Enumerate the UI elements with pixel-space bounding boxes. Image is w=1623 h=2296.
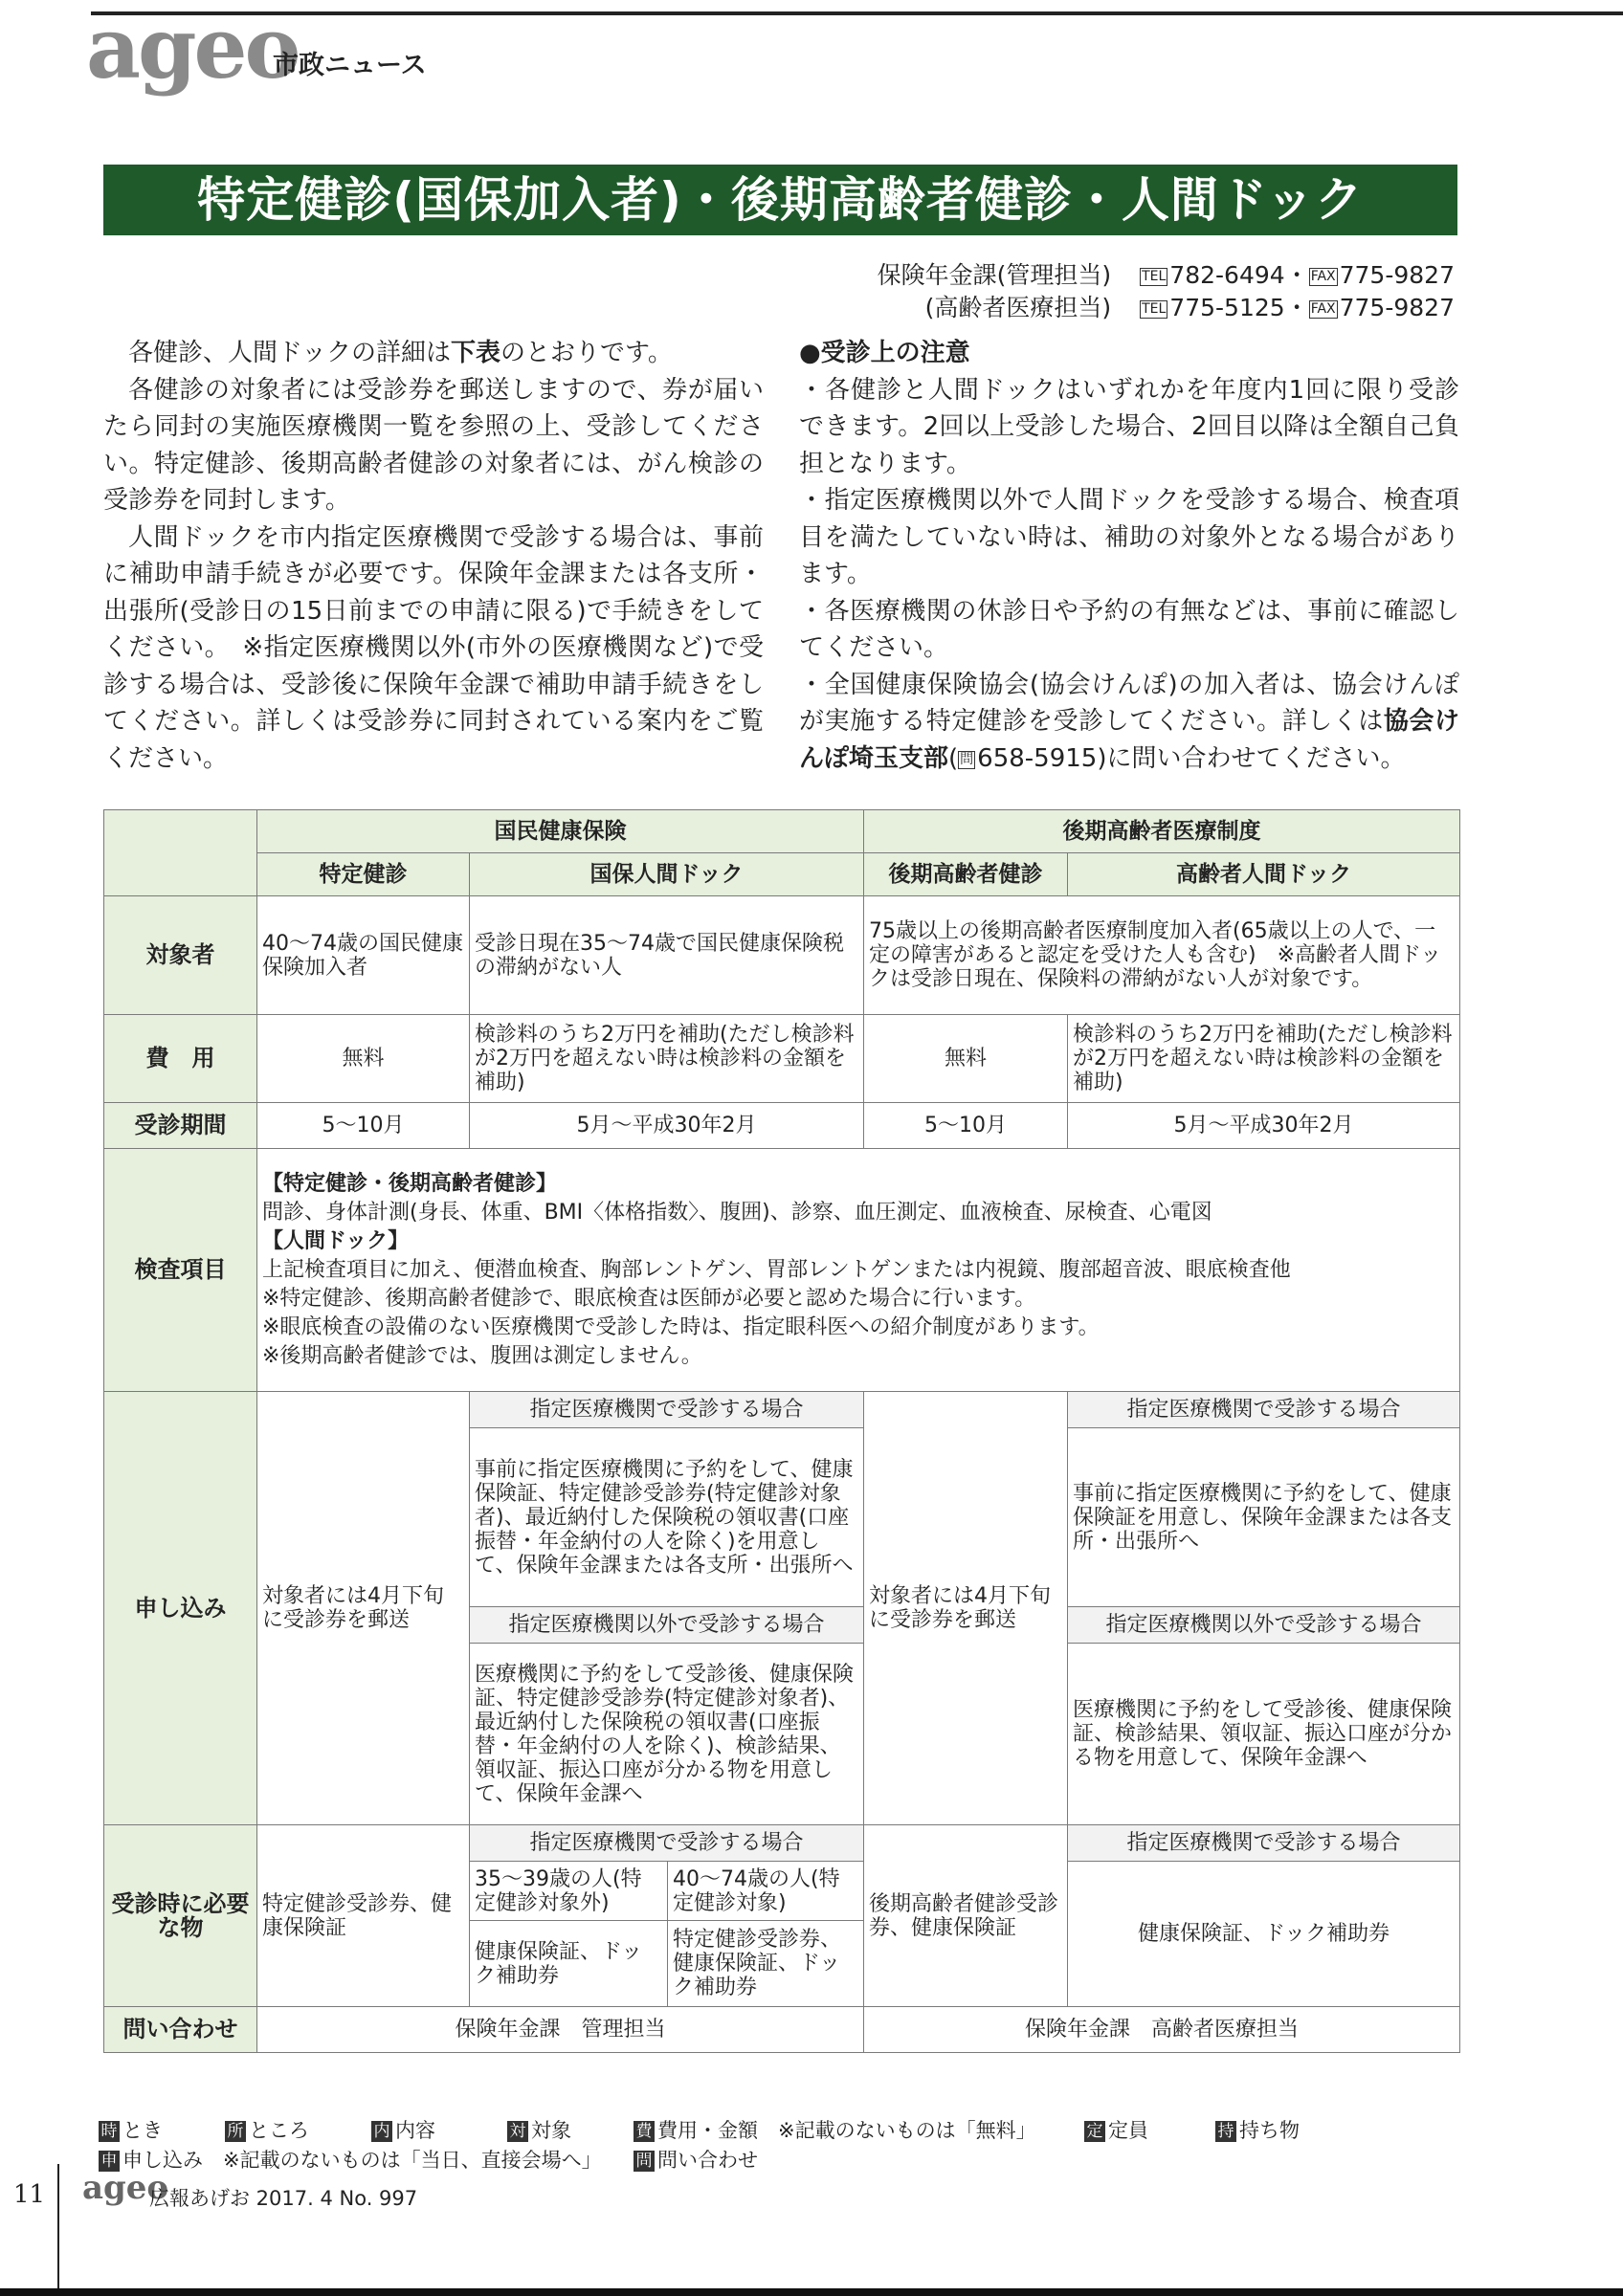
cell-toiawase-kokuho: 保険年金課 管理担当 (257, 2007, 864, 2053)
cell-hitsuyo-age-35: 35～39歳の人(特定健診対象外) (470, 1862, 668, 1921)
kensa-note: ※眼底検査の設備のない医療機関で受診した時は、指定眼科医への紹介制度があります。 (262, 1314, 1100, 1339)
toki-icon: 時 (99, 2121, 120, 2142)
cell-hiyo-kokuho-dock: 検診料のうち2万円を補助(ただし検診料が2万円を超えない時は検診料の金額を補助) (470, 1015, 864, 1103)
note-item: ・各医療機関の休診日や予約の有無などは、事前に確認してください。 (799, 596, 1459, 662)
naiyo-icon: 内 (371, 2121, 392, 2142)
cell-hitsuyo-kourei-items: 健康保険証、ドック補助券 (1068, 1862, 1460, 2007)
fax-icon: FAX (1310, 269, 1336, 284)
note-item: ・各健診と人間ドックはいずれかを年度内1回に限り受診できます。2回以上受診した場合、2回目以降は全額自己負担となります。 (799, 375, 1459, 478)
cell-moushikomi-kokuho-other: 医療機関に予約をして受診後、健康保険証、特定健診受診券(特定健診対象者)、最近納付した保険税の領収書(口座振替・年金納付の人を除く)、検診結果、領収証、振込口座が分かる物を用意して、保険年金課へ (470, 1644, 864, 1825)
cell-taisho-kouki: 75歳以上の後期高齢者医療制度加入者(65歳以上の人で、一定の障害があると認定を受けた人も含む) ※高齢者人間ドックは受診日現在、保険料の滞納がない人が対象です。 (864, 896, 1460, 1015)
bottom-rule (0, 2288, 1623, 2296)
kensa-note: ※特定健診、後期高齢者健診で、眼底検査は医師が必要と認めた場合に行います。 (262, 1286, 1036, 1311)
section-name: 市政ニュース (273, 51, 427, 80)
kensa-line: 上記検査項目に加え、便潜血検査、胸部レントゲン、胃部レントゲンまたは内視鏡、腹部超音波、眼底検査他 (262, 1257, 1291, 1282)
hiyo-icon: 費 (634, 2121, 655, 2142)
mochi-icon: 持 (1215, 2121, 1236, 2142)
toi-icon: 問 (634, 2151, 655, 2172)
cell-toiawase-kouki: 保険年金課 高齢者医療担当 (864, 2007, 1460, 2053)
taisho-icon: 対 (507, 2121, 528, 2142)
row-label-toiawase: 問い合わせ (104, 2007, 257, 2053)
col-header-kourei-dock: 高齢者人間ドック (1068, 853, 1460, 896)
legend-hiyo: 費 費用・金額 ※記載のないものは「無料」 (634, 2115, 1036, 2144)
issue-info: 広報あげお 2017. 4 No. 997 (149, 2187, 418, 2210)
contact-fax: 775-9827 (1339, 261, 1455, 289)
teiin-icon: 定 (1084, 2121, 1105, 2142)
cell-hitsuyo-tokutei: 特定健診受診券、健康保険証 (257, 1825, 470, 2007)
group-header-kouki: 後期高齢者医療制度 (864, 810, 1460, 853)
legend-teiin: 定 定員 (1084, 2115, 1148, 2144)
group-header-kokuho: 国民健康保険 (257, 810, 864, 853)
legend-toi: 問 問い合わせ (634, 2145, 758, 2174)
cell-hitsuyo-items-40: 特定健診受診券、健康保険証、ドック補助券 (668, 1921, 864, 2007)
intro-paragraph: 各健診、人間ドックの詳細は下表のとおりです。 (128, 339, 673, 367)
cell-moushikomi-kourei-other: 医療機関に予約をして受診後、健康保険証、検診結果、領収証、振込口座が分かる物を用意して、保険年金課へ (1068, 1644, 1460, 1825)
kensa-heading: 【特定健診・後期高齢者健診】 (262, 1171, 558, 1196)
cell-taisho-kokuho-dock: 受診日現在35～74歳で国民健康保険税の滞納がない人 (470, 896, 864, 1015)
cell-kikan-tokutei: 5～10月 (257, 1103, 470, 1149)
cell-hitsuyo-age-40: 40～74歳の人(特定健診対象) (668, 1862, 864, 1921)
cell-hiyo-tokutei: 無料 (257, 1015, 470, 1103)
footer-divider (57, 2164, 59, 2296)
col-header-kouki-kenshin: 後期高齢者健診 (864, 853, 1068, 896)
article-title: 特定健診(国保加入者)・後期高齢者健診・人間ドック (103, 165, 1457, 235)
header-rule (91, 11, 1623, 15)
page-number: 11 (13, 2180, 46, 2209)
inquiry-icon: 問 (960, 751, 974, 767)
row-label-kensa: 検査項目 (104, 1149, 257, 1392)
cell-kensa-items (257, 1149, 1460, 1392)
intro-paragraph: 人間ドックを市内指定医療機関で受診する場合は、事前に補助申請手続きが必要です。保険年金課または各支所・出張所(受診日の15日前までの申請に限る)で手続きをしてください。 ※指定医療機関以外(市外の医療機関など)で受診する場合は、受診後に保険年金課で補助申請手続きをしてください。詳しくは受診券に同封されている案内をご覧ください。 (103, 522, 764, 773)
cell-kikan-kokuho-dock: 5月～平成30年2月 (470, 1103, 864, 1149)
row-label-hiyo: 費 用 (104, 1015, 257, 1103)
row-label-hitsuyo: 受診時に必要な物 (104, 1825, 257, 2007)
cell-kikan-kourei-dock: 5月～平成30年2月 (1068, 1103, 1460, 1149)
legend-naiyo: 内 内容 (371, 2115, 435, 2144)
subheader-hitsuyo-kourei: 指定医療機関で受診する場合 (1068, 1825, 1460, 1862)
tel-icon: TEL (1142, 301, 1167, 317)
contact-tel: 782-6494 (1169, 261, 1285, 289)
cell-hiyo-kourei-dock: 検診料のうち2万円を補助(ただし検診料が2万円を超えない時は検診料の金額を補助) (1068, 1015, 1460, 1103)
tokoro-icon: 所 (225, 2121, 246, 2142)
subheader-kokuho-other: 指定医療機関以外で受診する場合 (470, 1607, 864, 1644)
table-corner (104, 810, 257, 896)
fax-icon: FAX (1310, 301, 1336, 317)
legend-mochi: 持 持ち物 (1215, 2115, 1300, 2144)
contact-tel: 775-5125 (1169, 294, 1285, 321)
subheader-kourei-designated: 指定医療機関で受診する場合 (1068, 1392, 1460, 1428)
note-item: ・指定医療機関以外で人間ドックを受診する場合、検査項目を満たしていない時は、補助の対象外となる場合があります。 (799, 486, 1459, 588)
row-label-taisho: 対象者 (104, 896, 257, 1015)
col-header-tokutei: 特定健診 (257, 853, 470, 896)
cell-hiyo-kouki-kenshin: 無料 (864, 1015, 1068, 1103)
kensa-note: ※後期高齢者健診では、腹囲は測定しません。 (262, 1343, 702, 1368)
notes-heading: ●受診上の注意 (799, 339, 970, 367)
intro-paragraph: 各健診の対象者には受診券を郵送しますので、券が届いたら同封の実施医療機関一覧を参照の上、受診してください。特定健診、後期高齢者健診の対象者には、がん検診の受診券を同封します。 (103, 375, 764, 515)
legend-moushi: 申 申し込み ※記載のないものは「当日、直接会場へ」 (99, 2145, 602, 2174)
cell-moushikomi-kokuho-designated: 事前に指定医療機関に予約をして、健康保険証、特定健診受診券(特定健診対象者)、最近納付した保険税の領収書(口座振替・年金納付の人を除く)を用意して、保険年金課または各支所・出張所へ (470, 1428, 864, 1607)
moushi-icon: 申 (99, 2151, 120, 2172)
legend-toki: 時 とき (99, 2115, 163, 2144)
row-label-kikan: 受診期間 (104, 1103, 257, 1149)
contact-dept: 保険年金課(管理担当) (877, 261, 1112, 289)
kensa-heading: 【人間ドック】 (262, 1228, 410, 1253)
kensa-line: 問診、身体計測(身長、体重、BMI〈体格指数〉、腹囲)、診察、血圧測定、血液検査、尿検査、心電図 (262, 1200, 1212, 1225)
notes-column (799, 335, 1459, 777)
legend-taisho: 対 対象 (507, 2115, 571, 2144)
subheader-hitsuyo-kokuho: 指定医療機関で受診する場合 (470, 1825, 864, 1862)
cell-hitsuyo-kouki-kenshin: 後期高齢者健診受診券、健康保険証 (864, 1825, 1068, 2007)
contact-elderly: (高齢者医療担当) TEL 775-5125・ FAX 775-9827 (924, 294, 1455, 321)
contact-fax: 775-9827 (1339, 294, 1455, 321)
row-label-moushikomi: 申し込み (104, 1392, 257, 1825)
cell-moushikomi-kourei-designated: 事前に指定医療機関に予約をして、健康保険証を用意し、保険年金課または各支所・出張所へ (1068, 1428, 1460, 1607)
footer-logo: ageo (82, 2169, 169, 2207)
ageo-logo: ageo (86, 0, 299, 98)
cell-hitsuyo-items-35: 健康保険証、ドック補助券 (470, 1921, 668, 2007)
cell-moushikomi-tokutei: 対象者には4月下旬に受診券を郵送 (257, 1392, 470, 1825)
contact-dept: (高齢者医療担当) (924, 294, 1112, 321)
checkup-table (103, 809, 1459, 2053)
note-item: ・全国健康保険協会(協会けんぽ)の加入者は、協会けんぽが実施する特定健診を受診してください。詳しくは協会けんぽ埼玉支部( 問 658-5915)に問い合わせてください。 (799, 670, 1459, 773)
col-header-kokuho-dock: 国保人間ドック (470, 853, 864, 896)
cell-moushikomi-kouki-kenshin: 対象者には4月下旬に受診券を郵送 (864, 1392, 1068, 1825)
subheader-kourei-other: 指定医療機関以外で受診する場合 (1068, 1607, 1460, 1644)
contact-management: 保険年金課(管理担当) TEL 782-6494・ FAX 775-9827 (877, 261, 1455, 289)
cell-kikan-kouki-kenshin: 5～10月 (864, 1103, 1068, 1149)
intro-column (103, 335, 764, 777)
tel-icon: TEL (1142, 269, 1167, 284)
subheader-kokuho-designated: 指定医療機関で受診する場合 (470, 1392, 864, 1428)
cell-taisho-tokutei: 40～74歳の国民健康保険加入者 (257, 896, 470, 1015)
legend-tokoro: 所 ところ (225, 2115, 309, 2144)
